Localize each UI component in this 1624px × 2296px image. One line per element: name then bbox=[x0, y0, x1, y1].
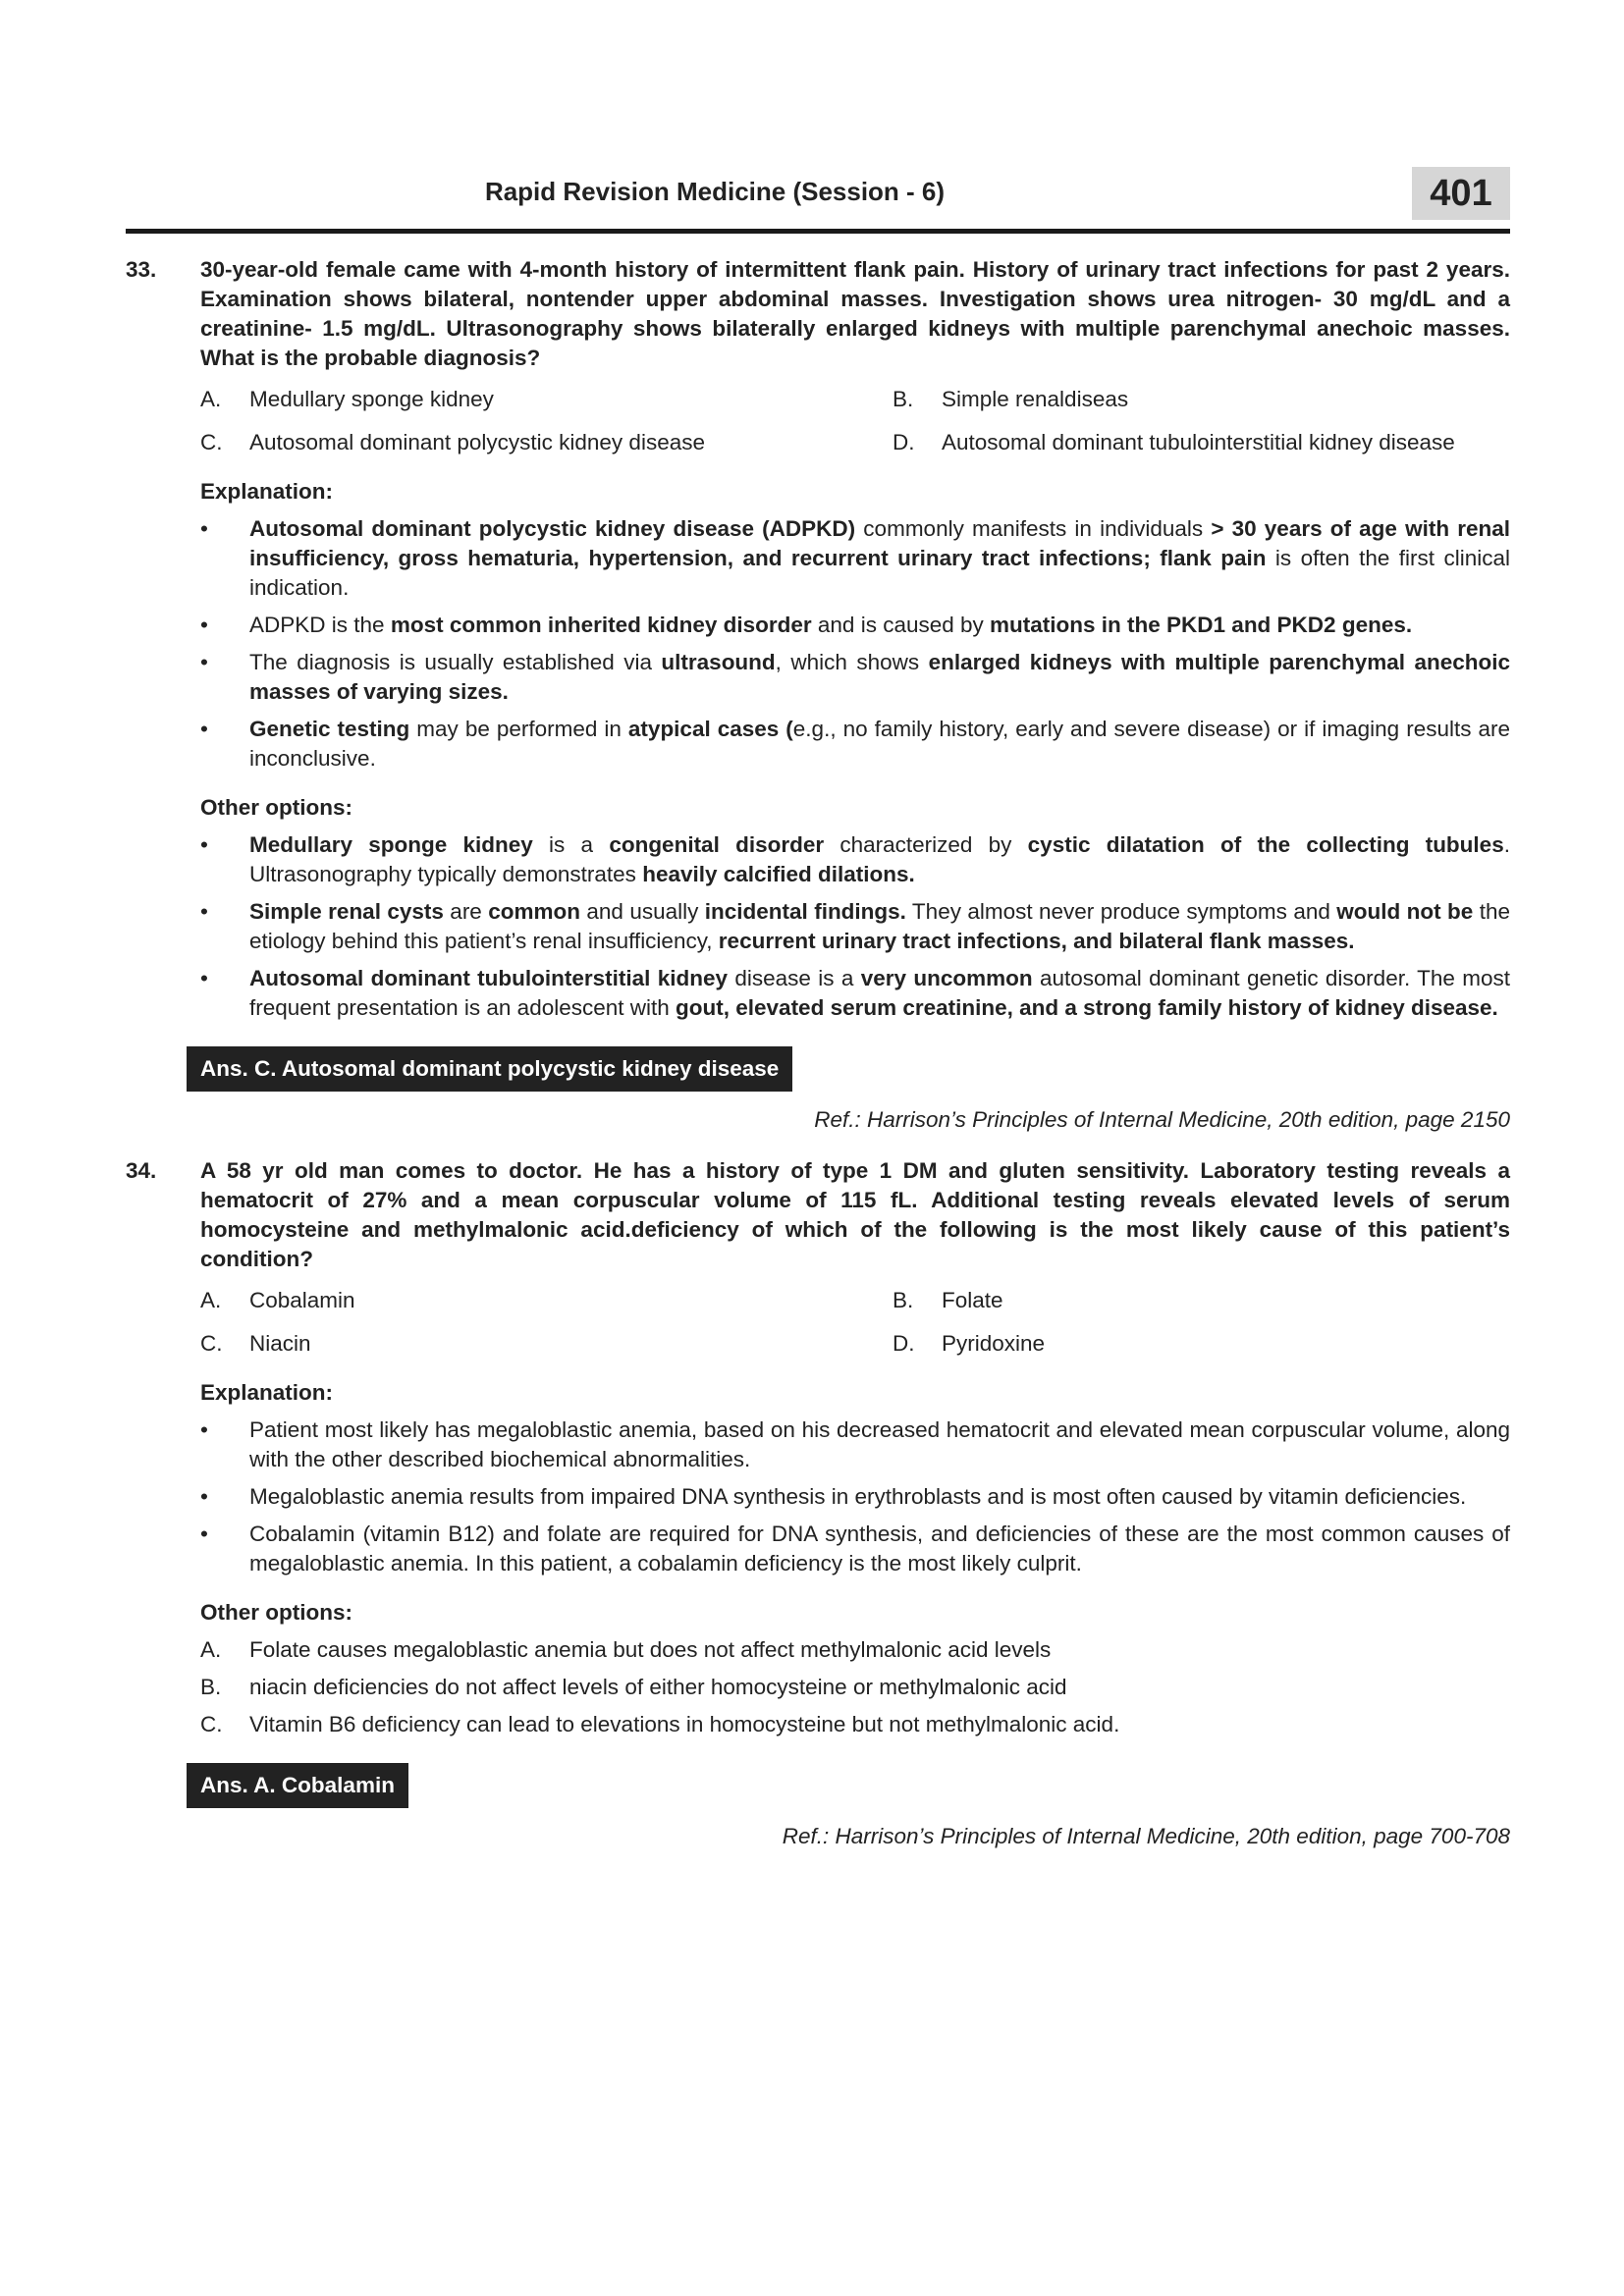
list-item bbox=[200, 964, 1510, 1023]
list-item bbox=[200, 715, 1510, 774]
text-run: is often the first clinical indication. bbox=[249, 546, 1511, 600]
bullet-marker: A. bbox=[200, 1637, 222, 1662]
bold-run: Simple renal cysts bbox=[249, 899, 444, 924]
answer-box: Ans. C. Autosomal dominant polycystic kidney disease bbox=[187, 1046, 792, 1092]
option-d bbox=[893, 428, 1585, 457]
other-options-heading: Other options: bbox=[200, 1600, 352, 1625]
page-header bbox=[126, 167, 1510, 232]
explanation-list bbox=[126, 1415, 1510, 1578]
option-text: Medullary sponge kidney bbox=[249, 387, 494, 411]
text-run: ADPKD is the bbox=[249, 613, 391, 637]
option-a bbox=[200, 385, 893, 414]
option-c bbox=[200, 1329, 893, 1359]
text-run: may be performed in bbox=[409, 717, 628, 741]
question-stem: A 58 yr old man comes to doctor. He has a history of type 1 DM and gluten sensitivity. Laboratory testing reveals a hematocrit of 27% and a mean corpuscular volume of 115 fL. Additional testing reveals elevated levels of serum homocysteine and methylmalonic acid.deficiency of which of the following is the most likely cause of this patient’s condition? bbox=[200, 1158, 1510, 1271]
option-letter: D. bbox=[893, 1331, 915, 1356]
question-stem: 30-year-old female came with 4-month history of intermittent flank pain. History of urinary tract infections for past 2 years. Examination shows bilateral, nontender upper abdominal masses. Investigation shows urea nitrogen- 30 mg/dL and a creatinine- 1.5 mg/dL. Ultrasonography shows bilaterally enlarged kidneys with multiple parenchymal anechoic masses. What is the probable diagnosis? bbox=[200, 257, 1510, 370]
question-33 bbox=[126, 255, 1510, 1135]
bullet-marker: • bbox=[200, 1484, 208, 1509]
bold-run: common bbox=[488, 899, 580, 924]
question-number: 33. bbox=[126, 257, 157, 282]
bullet-text bbox=[249, 648, 1510, 707]
text-run: Patient most likely has megaloblastic anemia, based on his decreased hematocrit and elevated mean corpuscular volume, along with the other described biochemical abnormalities. bbox=[249, 1417, 1510, 1471]
question-34 bbox=[126, 1156, 1510, 1851]
bullet-text bbox=[249, 514, 1510, 603]
text-run: They almost never produce symptoms and bbox=[905, 899, 1337, 924]
text-run: are bbox=[443, 899, 489, 924]
bold-run: mutations in the PKD1 and PKD2 genes. bbox=[990, 613, 1413, 637]
bullet-marker: • bbox=[200, 650, 208, 674]
option-letter: B. bbox=[893, 387, 914, 411]
text-run: autosomal dominant genetic disorder. The most frequent presentation is an adolescent with bbox=[249, 966, 1511, 1020]
bullet-text bbox=[249, 1673, 1510, 1702]
bold-run: most common inherited kidney disorder bbox=[390, 613, 812, 637]
option-letter: A. bbox=[200, 387, 222, 411]
option-letter: D. bbox=[893, 430, 915, 454]
bold-run: gout, elevated serum creatinine, and a strong family history of kidney disease. bbox=[676, 995, 1498, 1020]
option-b bbox=[893, 385, 1585, 414]
text-run: is a bbox=[532, 832, 610, 857]
bold-run: congenital disorder bbox=[609, 832, 825, 857]
text-run: , which shows bbox=[775, 650, 929, 674]
list-item bbox=[200, 897, 1510, 956]
bold-run: ultrasound bbox=[661, 650, 776, 674]
explanation-heading: Explanation: bbox=[200, 1380, 334, 1405]
bullet-text bbox=[249, 1482, 1510, 1512]
page-number: 401 bbox=[1412, 167, 1510, 220]
bold-run: Autosomal dominant tubulointerstitial kidney bbox=[249, 966, 729, 990]
text-run: the etiology behind this patient’s renal insufficiency, bbox=[249, 899, 1510, 953]
bullet-text bbox=[249, 830, 1510, 889]
bullet-marker: B. bbox=[200, 1675, 222, 1699]
text-run: e.g., no family history, early and severe disease) or if imaging results are inconclusive. bbox=[249, 717, 1510, 771]
list-item bbox=[200, 1710, 1510, 1739]
list-item bbox=[200, 611, 1510, 640]
text-run: The diagnosis is usually established via bbox=[249, 650, 662, 674]
bold-run: > 30 years of age with renal insufficiency, gross hematuria, hypertension, and recurrent urinary tract infections; flank pain bbox=[249, 516, 1510, 570]
bullet-marker: • bbox=[200, 1522, 208, 1546]
option-letter: C. bbox=[200, 1331, 223, 1356]
bullet-text bbox=[249, 897, 1510, 956]
bullet-marker: • bbox=[200, 613, 208, 637]
option-b bbox=[893, 1286, 1585, 1315]
text-run: Megaloblastic anemia results from impaired DNA synthesis in erythroblasts and is most often caused by vitamin deficiencies. bbox=[249, 1484, 1467, 1509]
text-run: and usually bbox=[580, 899, 705, 924]
bullet-text bbox=[249, 715, 1510, 774]
explanation-heading: Explanation: bbox=[200, 479, 334, 504]
bullet-marker: • bbox=[200, 516, 208, 541]
question-header bbox=[126, 1156, 1510, 1274]
bold-run: recurrent urinary tract infections, and bilateral flank masses. bbox=[718, 929, 1355, 953]
answer-box: Ans. A. Cobalamin bbox=[187, 1763, 408, 1808]
list-item bbox=[200, 1415, 1510, 1474]
other-options-heading: Other options: bbox=[200, 795, 352, 820]
text-run: . Ultrasonography typically demonstrates bbox=[249, 832, 1510, 886]
bullet-marker: C. bbox=[200, 1712, 223, 1736]
list-item bbox=[200, 830, 1510, 889]
bold-run: heavily calcified dilations. bbox=[642, 862, 915, 886]
options-grid bbox=[200, 385, 1510, 457]
other-options-list bbox=[126, 1635, 1510, 1739]
bullet-marker: • bbox=[200, 832, 208, 857]
reference: Ref.: Harrison’s Principles of Internal Medicine, 20th edition, page 700-708 bbox=[782, 1824, 1510, 1848]
option-text: Niacin bbox=[249, 1331, 311, 1356]
option-letter: A. bbox=[200, 1288, 222, 1312]
bullet-marker: • bbox=[200, 966, 208, 990]
bullet-text bbox=[249, 1635, 1510, 1665]
bold-run: incidental findings. bbox=[704, 899, 906, 924]
bold-run: very uncommon bbox=[860, 966, 1033, 990]
bullet-marker: • bbox=[200, 717, 208, 741]
bullet-marker: • bbox=[200, 899, 208, 924]
bullet-text bbox=[249, 964, 1510, 1023]
reference: Ref.: Harrison’s Principles of Internal Medicine, 20th edition, page 2150 bbox=[814, 1107, 1510, 1132]
text-run: characterized by bbox=[824, 832, 1028, 857]
running-title: Rapid Revision Medicine (Session - 6) bbox=[484, 177, 946, 206]
option-text: Pyridoxine bbox=[942, 1331, 1046, 1356]
option-text: Folate bbox=[942, 1288, 1003, 1312]
option-a bbox=[200, 1286, 893, 1315]
bold-run: Genetic testing bbox=[249, 717, 410, 741]
option-c bbox=[200, 428, 893, 457]
text-run: niacin deficiencies do not affect levels of either homocysteine or methylmalonic acid bbox=[249, 1675, 1067, 1699]
options-grid bbox=[200, 1286, 1510, 1359]
bold-run: Medullary sponge kidney bbox=[249, 832, 533, 857]
page-content bbox=[126, 255, 1510, 1851]
option-text: Autosomal dominant polycystic kidney disease bbox=[249, 430, 705, 454]
text-run: commonly manifests in individuals bbox=[855, 516, 1212, 541]
text-run: Folate causes megaloblastic anemia but does not affect methylmalonic acid levels bbox=[249, 1637, 1052, 1662]
list-item bbox=[200, 1482, 1510, 1512]
bold-run: Autosomal dominant polycystic kidney disease (ADPKD) bbox=[249, 516, 856, 541]
bullet-marker: • bbox=[200, 1417, 208, 1442]
bullet-text bbox=[249, 1520, 1510, 1578]
text-run: Vitamin B6 deficiency can lead to elevations in homocysteine but not methylmalonic acid. bbox=[249, 1712, 1120, 1736]
text-run: disease is a bbox=[728, 966, 861, 990]
option-text: Simple renaldiseas bbox=[942, 387, 1129, 411]
list-item bbox=[200, 1520, 1510, 1578]
question-separator bbox=[126, 1135, 1510, 1156]
list-item bbox=[200, 1635, 1510, 1665]
bold-run: atypical cases ( bbox=[627, 717, 793, 741]
bullet-text bbox=[249, 1710, 1510, 1739]
option-d bbox=[893, 1329, 1585, 1359]
bold-run: would not be bbox=[1336, 899, 1474, 924]
list-item bbox=[200, 1673, 1510, 1702]
bullet-text bbox=[249, 611, 1510, 640]
list-item bbox=[200, 648, 1510, 707]
header-rule bbox=[126, 229, 1510, 234]
bold-run: enlarged kidneys with multiple parenchymal anechoic masses of varying sizes. bbox=[249, 650, 1510, 704]
option-letter: B. bbox=[893, 1288, 914, 1312]
option-text: Autosomal dominant tubulointerstitial kidney disease bbox=[942, 430, 1455, 454]
other-options-list bbox=[126, 830, 1510, 1023]
bold-run: cystic dilatation of the collecting tubules bbox=[1027, 832, 1504, 857]
option-letter: C. bbox=[200, 430, 223, 454]
option-text: Cobalamin bbox=[249, 1288, 355, 1312]
text-run: and is caused by bbox=[811, 613, 991, 637]
question-number: 34. bbox=[126, 1158, 157, 1183]
bullet-text bbox=[249, 1415, 1510, 1474]
explanation-list bbox=[126, 514, 1510, 774]
text-run: Cobalamin (vitamin B12) and folate are required for DNA synthesis, and deficiencies of these are the most common causes of megaloblastic anemia. In this patient, a cobalamin deficiency is the most likely culprit. bbox=[249, 1522, 1510, 1575]
question-header bbox=[126, 255, 1510, 373]
list-item bbox=[200, 514, 1510, 603]
